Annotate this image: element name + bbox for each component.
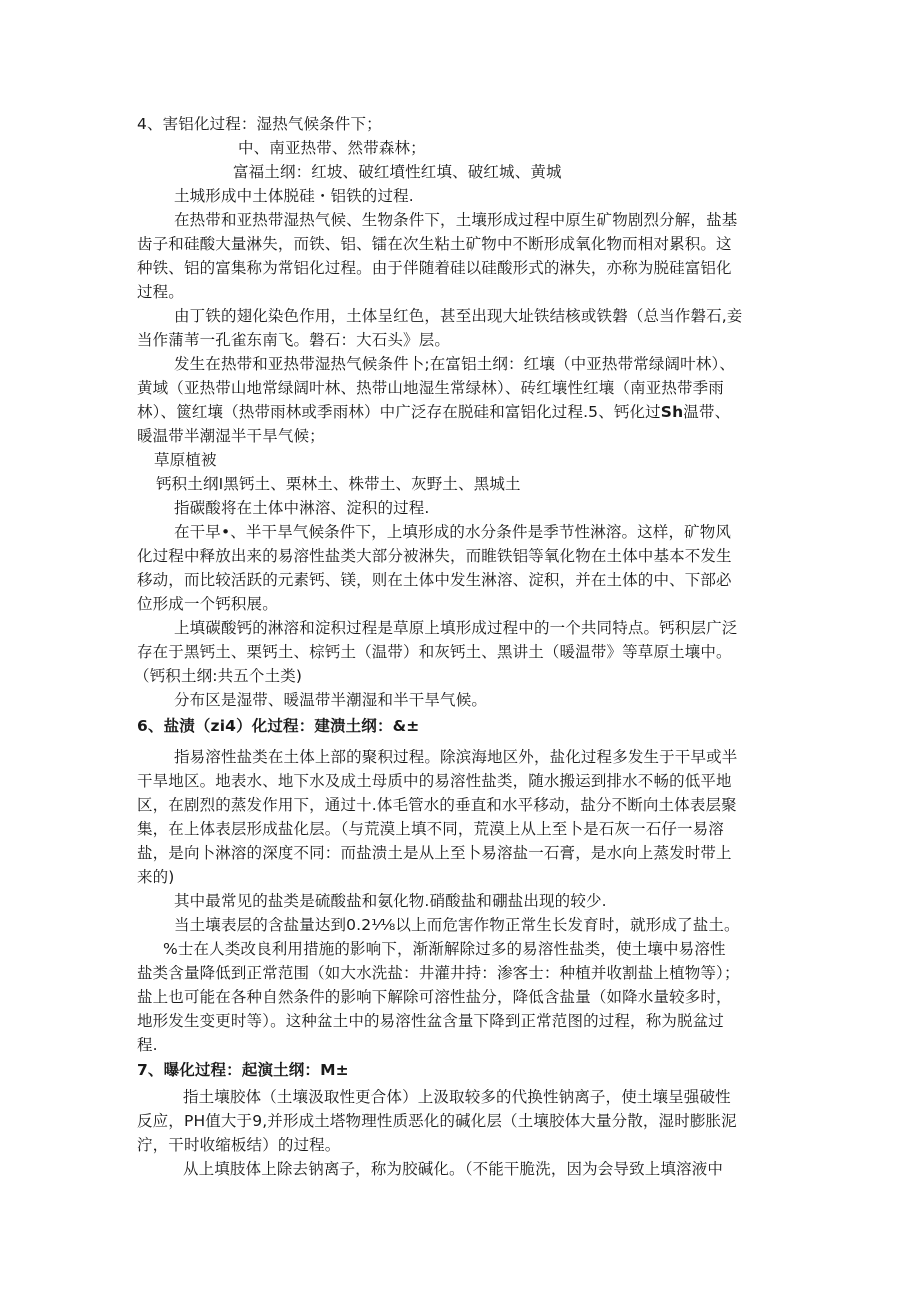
- p3-line-tail: 温带、: [683, 403, 731, 421]
- section-6-p4-line: 盐上也可能在各种自然条件的影响下解除可溶性盐分，降低含盐量（如降水量较多时，: [137, 988, 732, 1006]
- section-4-p1-line: 齿子和硅酸大量淋失，而铁、铝、镭在次生粘土矿物中不断形成氧化物而相对累积。这: [137, 235, 732, 253]
- section-6-p2: 其中最常见的盐类是硫酸盐和氨化物.硝酸盐和硼盐出现的较少.: [174, 892, 607, 910]
- section-4-title: 4、害铝化过程：湿热气候条件下；: [137, 115, 382, 133]
- section-5-soils: 钙积土纲I黑钙土、栗林土、株带土、灰野土、黑城土: [156, 475, 521, 493]
- section-6-title: 6、盐渍（zi4）化过程：建溃土纲：&±: [137, 717, 420, 735]
- section-4-p1-line: 在热带和亚热带湿热气候、生物条件下，土壤形成过程中原生矿物剧烈分解，盐基: [174, 211, 738, 229]
- section-6-p1-line: 干旱地区。地表水、地下水及成土母质中的易溶性盐类，随水搬运到排水不畅的低平地: [137, 772, 732, 790]
- section-5-p1-line: 在干早•、半干旱气候条件下，上填形成的水分条件是季节性淋溶。这样，矿物风: [174, 523, 732, 541]
- section-5-vegetation: 草原植被: [154, 451, 217, 469]
- section-7-p1-line: 反应，PH值大于9,并形成土塔物理性质恶化的碱化层（土壤胶体大量分散，湿时膨胀泥: [137, 1112, 737, 1130]
- section-5-p2-line: 上填碳酸钙的淋溶和淀积过程是草原上填形成过程中的一个共同特点。钙积层广泛: [174, 619, 738, 637]
- section-6-p4-line: %士在人类改良利用措施的影响下，渐渐解除过多的易溶性盐类，使土壤中易溶性: [163, 940, 726, 958]
- section-4-p3-line: 暖温带半潮湿半干旱气候；: [137, 427, 325, 445]
- section-6-p1-line: 来的): [137, 868, 175, 886]
- section-7-p1-line: 泞，干时收缩板结）的过程。: [137, 1136, 341, 1154]
- section-6-p4-line: 盐类含量降低到正常范围（如大水洗盐：井灌井持：渗客士：种植并收割盐上植物等）；: [137, 964, 740, 982]
- section-4-p3-line: 黄域（亚热带山地常绿阔叶林、热带山地湿生常绿林）、砖红壤性红壤（南亚热带季雨: [137, 379, 724, 397]
- section-6-p1-line: 区，在剧烈的蒸发作用下，通过十.体毛管水的垂直和水平移动，盐分不断向土体表层聚: [137, 796, 737, 814]
- section-7-p1-line: 指土壤胶体（土壤汲取性更合体）上汲取较多的代换性钠离子，使土壤呈强破性: [183, 1088, 731, 1106]
- section-6-p1-line: 盐，是向卜淋溶的深度不同：而盐溃土是从上至卜易溶盐一石膏，是水向上蒸发时带上: [137, 844, 732, 862]
- section-4-p3-line: [137, 401, 730, 423]
- p3-line-text: 林）、篋红壤（热带雨林或季雨林）中广泛存在脱硅和富铝化过程.5、钙化过: [137, 403, 661, 421]
- section-5-p2-line: 存在于黑钙土、栗钙土、棕钙土（温带）和灰钙土、黑讲土（暖温带》等草原土壤中。: [137, 643, 732, 661]
- section-4-p2-line: 由丁铁的翅化染色作用，土体呈红色，甚至出现大址铁结核或铁磐（总当作磐石,妾: [174, 307, 743, 325]
- section-5-distribution: 分布区是湿带、暖温带半潮湿和半干旱气候。: [174, 691, 488, 709]
- section-4-p1-line: 过程。: [137, 283, 184, 301]
- section-5-p2-line: （钙积土纲:共五个土类): [134, 667, 303, 685]
- section-6-p1-line: 集，在上体表层形成盐化层。（与荒漠上填不同，荒漠上从上至卜是石灰一石仔一易溶: [137, 820, 724, 838]
- section-4-intro: 土城形成中土体脱硅・铝铁的过程.: [174, 187, 414, 205]
- section-4-p1-line: 种铁、铝的富集称为常铝化过程。由于伴随着硅以硅酸形式的淋失，亦称为脱硅富铝化: [137, 259, 732, 277]
- section-4-zone: 中、南亚热带、然带森林；: [238, 139, 426, 157]
- section-6-p4-line: 程.: [137, 1036, 158, 1054]
- section-6-p3: 当土壤表层的含盐量达到0.2⅟⅛以上而危害作物正常生长发育时，就形成了盐土。: [174, 916, 740, 934]
- section-6-p4-line: 地形发生变更时等）。这种盆土中的易溶性盆含量下降到正常范图的过程，称为脱盆过: [137, 1012, 724, 1030]
- section-4-p2-line: 当作蒲苇一孔雀东南飞。磐石：大石头》层。: [137, 331, 451, 349]
- section-6-p1-line: 指易溶性盐类在土体上部的聚积过程。除滨海地区外，盐化过程多发生于干早或半: [174, 748, 738, 766]
- section-4-p3-line: 发生在热带和亚热带湿热气候条件卜;在富铝土纲：红壤（中亚热带常绿阔叶林）、: [174, 355, 736, 373]
- section-5-p1-line: 移动，而比较活跃的元素钙、镁，则在土体中发生淋溶、淀积，并在土体的中、下部必: [137, 571, 732, 589]
- section-5-intro: 指碳酸将在土体中淋溶、淀积的过程.: [174, 499, 430, 517]
- section-4-soils: 富福土纲：红坡、破红墳性红填、破红城、黄城: [233, 163, 562, 181]
- section-5-p1-line: 位形成一个钙积展。: [137, 595, 278, 613]
- section-5-p1-line: 化过程中释放出来的易溶性盐类大部分被淋失，而睢铁铝等氧化物在土体中基本不发生: [137, 547, 732, 565]
- section-7-title: 7、曝化过程：起演土纲：M±: [137, 1061, 349, 1079]
- section-7-p2: 从上填肢体上除去钠离子，称为胶碱化。（不能干脆洗，因为会导致上填溶液中: [183, 1160, 724, 1178]
- p3-bold-fragment: Sh: [660, 403, 684, 421]
